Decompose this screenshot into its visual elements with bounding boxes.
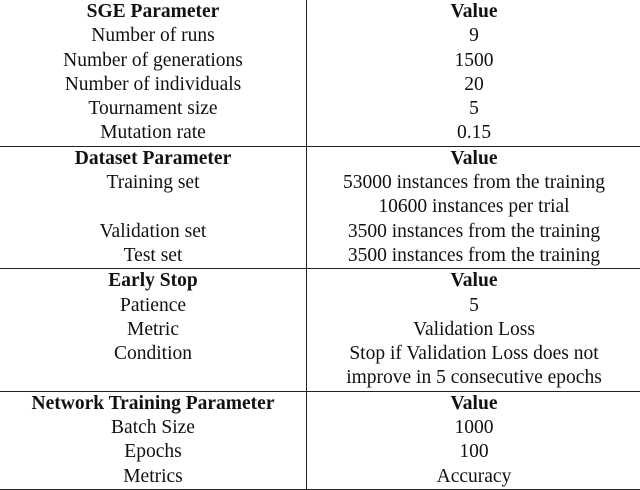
param-cell [0, 366, 307, 391]
table-row [0, 97, 640, 121]
table-row [0, 49, 640, 73]
value-cell: 5 [469, 294, 479, 316]
table-row [0, 294, 640, 318]
value-cell: 5 [469, 98, 479, 120]
value-cell: 100 [459, 441, 489, 463]
value-cell: 0.15 [456, 122, 492, 144]
section-header-row [0, 391, 640, 416]
table-row [0, 342, 640, 366]
param-cell: Patience [0, 294, 307, 318]
value-header: Value [307, 391, 640, 416]
value-header: Value [450, 1, 498, 22]
table-row [0, 195, 640, 219]
param-cell: Number of generations [0, 49, 307, 73]
section-header: Network Training Parameter [0, 391, 307, 416]
table-row [0, 416, 640, 440]
value-cell: 3500 instances from the training [347, 244, 601, 266]
table-row [0, 24, 640, 48]
param-cell: Training set [0, 171, 307, 195]
value-cell: 1500 [454, 49, 494, 71]
param-cell: Mutation rate [0, 121, 307, 146]
value-header: Value [307, 146, 640, 171]
param-cell: Number of runs [0, 24, 307, 48]
table-row [0, 220, 640, 244]
value-cell: 3500 instances from the training [347, 220, 601, 242]
section-header: SGE Parameter [0, 0, 307, 24]
section-header: Dataset Parameter [0, 146, 307, 171]
param-cell: Tournament size [0, 97, 307, 121]
param-cell: Epochs [0, 440, 307, 464]
value-cell: improve in 5 consecutive epochs [346, 367, 602, 389]
value-cell: Validation Loss [413, 318, 535, 340]
param-cell: Metrics [0, 465, 307, 490]
section-header: Early Stop [0, 269, 307, 294]
value-header: Value [307, 269, 640, 294]
table-row [0, 244, 640, 269]
table-row [0, 440, 640, 464]
table-row [0, 121, 640, 146]
value-cell: 20 [464, 73, 484, 95]
param-cell: Number of individuals [0, 73, 307, 97]
value-cell: 53000 instances from the training [342, 172, 606, 194]
param-cell: Condition [0, 342, 307, 366]
section-header-row [0, 146, 640, 171]
param-cell: Test set [0, 244, 307, 269]
value-cell: 1000 [454, 417, 494, 439]
param-cell: Batch Size [0, 416, 307, 440]
section-header-row [0, 0, 640, 24]
table-row [0, 73, 640, 97]
table-row [0, 171, 640, 195]
table-row [0, 318, 640, 342]
param-cell [0, 195, 307, 219]
value-cell: Stop if Validation Loss does not [349, 343, 599, 365]
value-cell: 10600 instances per trial [378, 196, 570, 218]
value-cell: 9 [469, 25, 479, 47]
table-row [0, 465, 640, 490]
param-cell: Validation set [0, 220, 307, 244]
value-cell: Accuracy [307, 465, 640, 490]
param-cell: Metric [0, 318, 307, 342]
section-header-row [0, 269, 640, 294]
table-row [0, 366, 640, 391]
